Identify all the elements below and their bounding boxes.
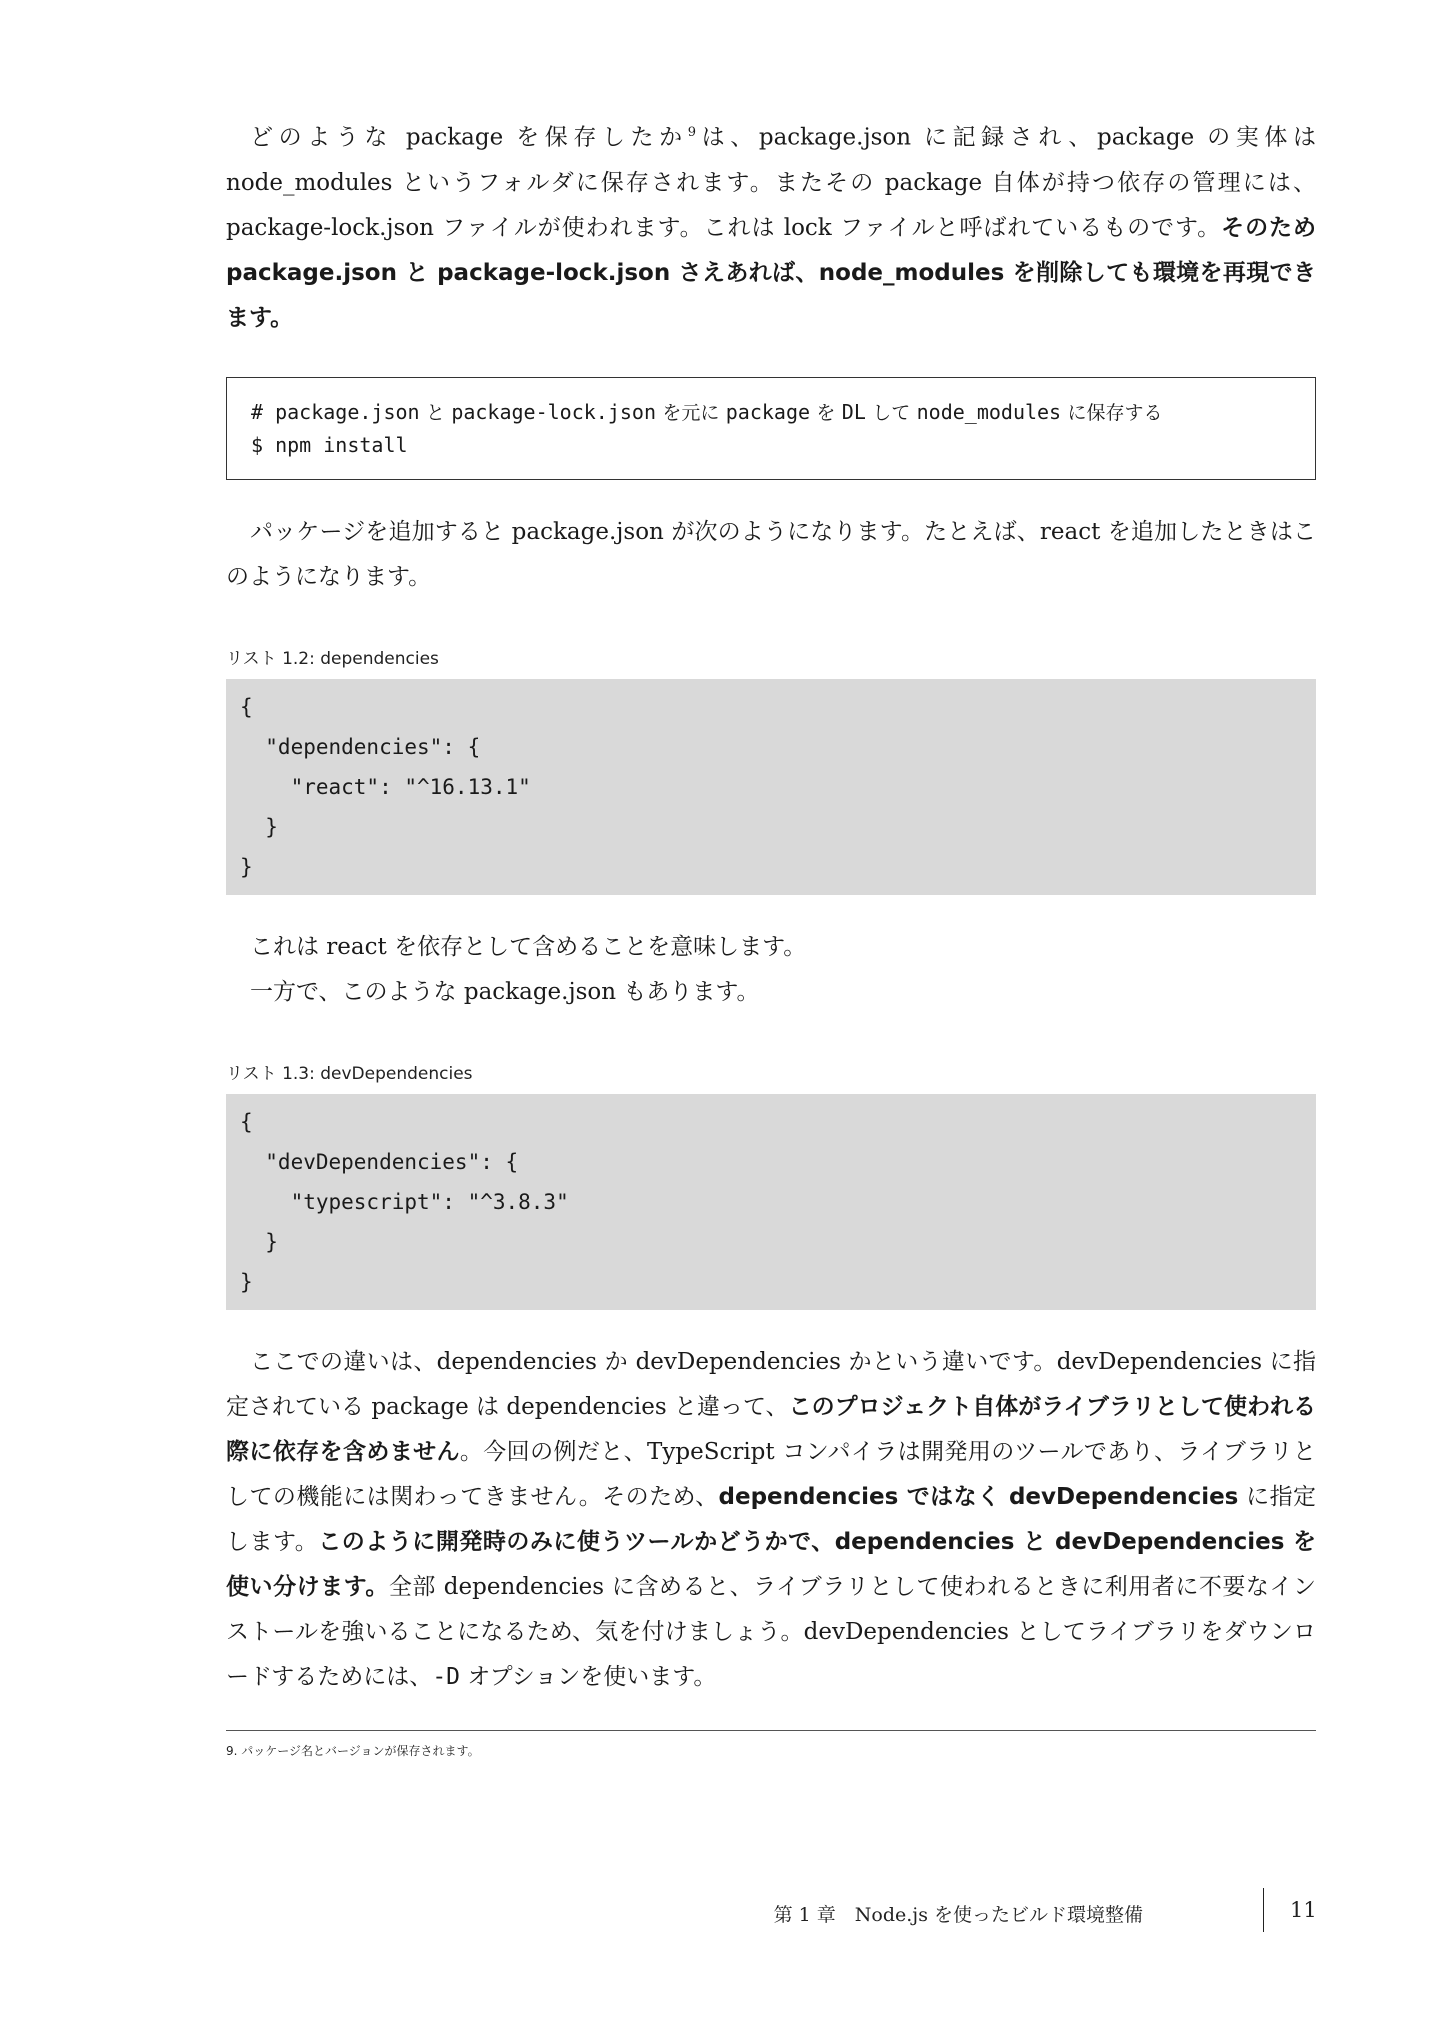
- paragraph-text: 。今回の例だと、TypeScript コンパイラは開発用のツールであり、ライブラリとしての機能には関わってきません。そのため、: [226, 1438, 1317, 1510]
- comment-code: DL: [841, 399, 866, 424]
- bold-emphasis: このように開発時のみに使うツールかどうかで、dependencies と devDependencies を使い分けます。: [226, 1528, 1316, 1600]
- code-line: }: [240, 814, 278, 839]
- command-box: [226, 377, 1316, 480]
- footnote: 9. パッケージ名とバージョンが保存されます。: [226, 1744, 480, 1758]
- main-content: [226, 110, 1316, 1700]
- listing-caption: リスト 1.2: dependencies: [226, 648, 439, 669]
- command-line: $ npm install: [251, 432, 408, 457]
- comment-text: して: [872, 401, 911, 424]
- page-number: 11: [1290, 1898, 1317, 1922]
- paragraph-text: 全部 dependencies に含めると、ライブラリとして使われるときに利用者に不要なインストールを強いることになるため、気を付けましょう。devDependencies としてライブラリをダウンロードするためには、: [226, 1573, 1316, 1690]
- code-listing-devdependencies: [226, 1094, 1316, 1310]
- comment-code: node_modules: [916, 399, 1062, 424]
- footnote-divider: [226, 1730, 1316, 1731]
- comment-code: package: [725, 399, 811, 424]
- paragraph-text: は、package.json に記録され、package の実体は node_modules というフォルダに保存されます。またその package 自体が持つ依存の管理には、package-lock.json ファイルが使われます。これは lock ファイルと呼ばれているものです。: [226, 124, 1316, 241]
- paragraph-adding-package: パッケージを追加すると package.json が次のようになります。たとえば、react を追加したときはこのようになります。: [226, 518, 1316, 590]
- comment-text: に保存する: [1067, 401, 1163, 424]
- footer-divider: [1263, 1888, 1264, 1932]
- comment-text: を: [816, 401, 836, 424]
- comment-text: と: [425, 401, 445, 424]
- paragraph-another-package-json: 一方で、このような package.json もあります。: [250, 978, 760, 1005]
- code-line: "dependencies": {: [240, 734, 481, 759]
- paragraph-dependencies-difference: [226, 1340, 1316, 1700]
- code-line: "react": "^16.13.1": [240, 774, 531, 799]
- paragraph-text: ここでの違いは、dependencies か devDependencies かという違いです。devDependencies に指定されている package は dependencies と違って、: [226, 1348, 1316, 1420]
- chapter-title-footer: 第 1 章 Node.js を使ったビルド環境整備: [773, 1904, 1143, 1926]
- code-line: }: [240, 1269, 253, 1294]
- code-line: }: [240, 1229, 278, 1254]
- paragraph-text: どのような package を保存したか: [250, 124, 688, 151]
- bold-emphasis: dependencies ではなく devDependencies: [718, 1483, 1239, 1510]
- command-comment: # package.json: [251, 399, 420, 424]
- footnote-reference[interactable]: 9: [687, 125, 697, 140]
- code-line: "devDependencies": {: [240, 1149, 519, 1174]
- inline-code-flag: -D: [432, 1663, 461, 1690]
- comment-code: package-lock.json: [451, 399, 657, 424]
- code-line: {: [240, 694, 253, 719]
- paragraph-react-dependency: これは react を依存として含めることを意味します。: [250, 933, 807, 960]
- bold-emphasis: このプロジェクト自体がライブラリとして使われる際に依存を含めません: [226, 1393, 1316, 1465]
- code-listing-dependencies: [226, 679, 1316, 895]
- code-line: }: [240, 854, 253, 879]
- comment-text: を元に: [662, 401, 720, 424]
- bold-emphasis: そのため package.json と package-lock.json さえあれば、node_modules を削除しても環境を再現できます。: [226, 214, 1316, 331]
- paragraph-package-storage: [226, 110, 1316, 341]
- code-line: "typescript": "^3.8.3": [240, 1189, 569, 1214]
- code-line: {: [240, 1109, 253, 1134]
- paragraph-text: に指定します。: [226, 1483, 1317, 1555]
- paragraph-text: オプションを使います。: [460, 1663, 717, 1690]
- listing-caption: リスト 1.3: devDependencies: [226, 1063, 473, 1084]
